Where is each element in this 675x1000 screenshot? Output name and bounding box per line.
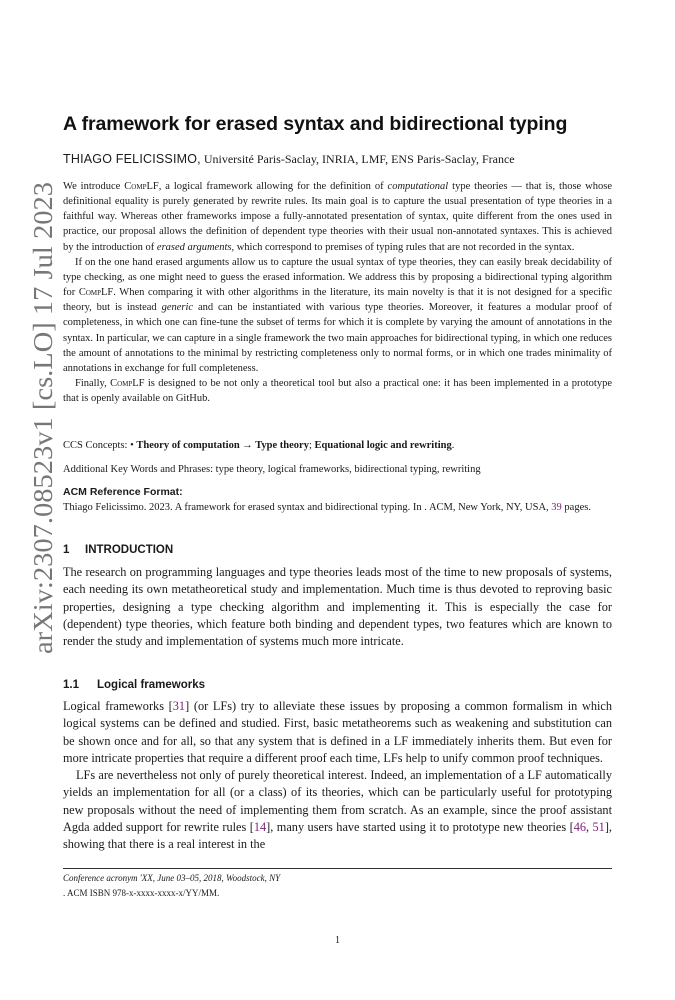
citation-link[interactable]: 14 [253, 820, 267, 835]
acm-reference [63, 485, 612, 515]
paper-title: A framework for erased syntax and bidirectional typing [63, 113, 568, 135]
footnote-divider [63, 868, 612, 869]
body-paragraph: Logical frameworks [31] (or LFs) try to alleviate these issues by proposing a common formalism in which logical systems can be defined and studied. First, basic metatheorems such as weakening and substitution can be shown once and for all, so that any system that is defined in a LF immediately inherits them. But even for more intricate properties that require a different proof each time, LFs help to unify common proof techniques. [63, 699, 613, 765]
abstract-paragraph: If on the one hand erased arguments allow us to capture the usual syntax of type theories, they can easily break decidability of type checking, as one might need to guess the erased information. We address this by proposing a bidirectional typing algorithm for CompLF. When comparing it with other algorithms in the literature, its main novelty is that it is not designed for a specific theory, but is instead generic and can be instantiated with various type theories. Moreover, it features a modular proof of completeness, in which one can fine-tune the subset of terms for which it is complete by varying the amount of annotations in the syntax. In particular, we can capture in a single framework the two main approaches for bidirectional typing, in which one reduces the amount of annotations to the minimal by restricting completeness only to normal forms, or in which one trades minimality of annotations in exchange for full completeness. [63, 256, 613, 374]
arxiv-stamp [18, 178, 64, 658]
abstract [63, 179, 612, 406]
author-name: THIAGO FELICISSIMO, [63, 152, 201, 166]
citation-link[interactable]: 46 [573, 820, 586, 835]
pages-link[interactable]: 39 [551, 502, 562, 513]
introduction-text: The research on programming languages and type theories leads most of the time to new proposals of systems, each needing its own metatheoretical study and implementation. Much time is thus devoted to reproving basic properties, designing a type checking algorithm and implementing it. This is especially the case for (dependent) type theories, which feature both binding and dependent types, two features which are known to render the study and implementation of systems much more intricate. [63, 565, 612, 649]
logical-frameworks-text [63, 698, 612, 854]
author-affiliation: Université Paris-Saclay, INRIA, LMF, ENS Paris-Saclay, France [203, 152, 515, 166]
citation-link[interactable]: 51 [592, 820, 605, 835]
footnote-isbn: . ACM ISBN 978-x-xxxx-xxxx-x/YY/MM. [63, 888, 220, 898]
abstract-paragraph: Finally, CompLF is designed to be not only a theoretical tool but also a practical one: it has been implemented in a prototype that is openly available on GitHub. [63, 378, 612, 405]
acm-reference-heading: ACM Reference Format: [63, 486, 183, 498]
keywords: Additional Key Words and Phrases: type theory, logical frameworks, bidirectional typing, rewriting [63, 464, 481, 475]
section-heading-logical-frameworks: 1.1 Logical frameworks [63, 679, 206, 691]
abstract-paragraph: We introduce CompLF, a logical framework allowing for the definition of computational type theories — that is, those whose definitional equality is purely generated by rewrite rules. Its main goal is to capture the usual presentation of type theories in a faithful way. Whereas other frameworks impose a fully-annotated presentation of syntax, quite different from the ones used in practice, our proposal allows the definition of dependent type theories with their usual non-annotated syntaxes. This is achieved by the introduction of erased arguments, which correspond to premises of typing rules that are not recorded in the syntax. [63, 181, 612, 253]
arxiv-stamp-text: arXiv:2307.08523v1 [cs.LO] 17 Jul 2023 [28, 207, 58, 654]
body-paragraph: LFs are nevertheless not only of purely theoretical interest. Indeed, an implementation of a LF automatically yields an implementation for all (or a class) of its theories, which can be particularly useful for prototyping new proposals without the need of implementing them from scratch. As an example, since the proof assistant Agda added support for rewrite rules [14], many users have started using it to prototype new theories [46, 51], showing that there is a real interest in the [63, 768, 612, 852]
citation-link[interactable]: 31 [172, 699, 186, 713]
section-heading-introduction: 1 INTRODUCTION [63, 544, 174, 556]
author-line [63, 152, 515, 167]
footnote-conference: Conference acronym 'XX, June 03–05, 2018, Woodstock, NY [63, 873, 281, 883]
acm-reference-text: Thiago Felicissimo. 2023. A framework for erased syntax and bidirectional typing. In . ACM, New York, NY, USA, 39 pages. [63, 502, 591, 513]
page-number: 1 [335, 935, 340, 946]
ccs-concepts: CCS Concepts: • Theory of computation → Type theory; Equational logic and rewriting. [63, 440, 455, 451]
